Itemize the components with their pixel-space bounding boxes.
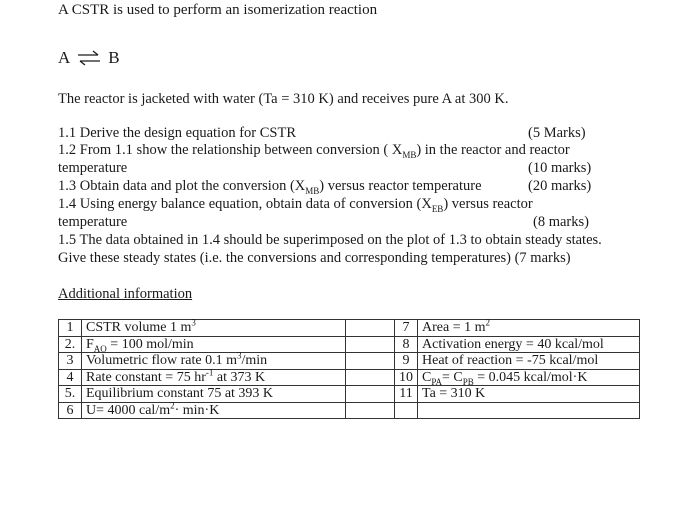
- table-row: [59, 320, 640, 337]
- item-description: $C_{PA}= C_{PB} = 0.045$ kcal/mol·K: [418, 369, 640, 386]
- item-number: 1: [59, 320, 82, 337]
- item-description: $F_{AO} = 100$ mol/min: [82, 336, 346, 353]
- item-description: U= 4000 cal/$m^2\cdot \min\cdot K$: [82, 402, 346, 419]
- item-number: [395, 402, 418, 419]
- item-number: 4: [59, 369, 82, 386]
- question-1-5: 1.5 The data obtained in 1.4 should be superimposed on the plot of 1.3 to obtain steady states.: [58, 232, 602, 248]
- table-gap: [346, 353, 395, 370]
- table-gap: [346, 336, 395, 353]
- intro-text: The reactor is jacketed with water (Ta = 310 K) and receives pure A at 300 K.: [58, 91, 509, 107]
- item-description: Equilibrium constant 75 at 393 K: [82, 386, 346, 403]
- question-1-4: 1.4 Using energy balance equation, obtain data of conversion $(X_{EB})$ versus reactor: [58, 196, 533, 214]
- table-row: [59, 402, 640, 419]
- item-description: Rate constant = 75 $hr^{-1}$ at 373 K: [82, 369, 346, 386]
- table-gap: [346, 320, 395, 337]
- table-row: [59, 353, 640, 370]
- question-1-3-marks: (20 marks): [528, 178, 592, 194]
- question-1-4-marks: (8 marks): [533, 214, 589, 230]
- table-gap: [346, 402, 395, 419]
- additional-info-title: Additional information: [58, 286, 193, 302]
- item-description: [418, 402, 640, 419]
- item-description: Ta = 310 K: [418, 386, 640, 403]
- table-gap: [346, 386, 395, 403]
- question-1-4-cont: temperature: [58, 214, 128, 230]
- table-row: [59, 369, 640, 386]
- reaction-equation: [58, 48, 120, 68]
- additional-info-table: [58, 319, 640, 419]
- item-number: 6: [59, 402, 82, 419]
- question-1-2-marks: (10 marks): [528, 160, 592, 176]
- item-description: Heat of reaction = -75 kcal/mol: [418, 353, 640, 370]
- item-description: Activation energy = 40 kcal/mol: [418, 336, 640, 353]
- item-description: CSTR volume 1 $m^3$: [82, 320, 346, 337]
- item-number: 11: [395, 386, 418, 403]
- question-1-2: 1.2 From 1.1 show the relationship between conversion ( $X_{MB}$) in the reactor and reactor: [58, 142, 570, 160]
- item-number: 2.: [59, 336, 82, 353]
- item-number: 10: [395, 369, 418, 386]
- reactant: A: [58, 48, 71, 67]
- heading: A CSTR is used to perform an isomerization reaction: [58, 2, 378, 18]
- table-row: [59, 336, 640, 353]
- item-number: 9: [395, 353, 418, 370]
- item-number: 3: [59, 353, 82, 370]
- question-1-3: 1.3 Obtain data and plot the conversion $(X_{MB})$ versus reactor temperature: [58, 178, 482, 196]
- item-number: 8: [395, 336, 418, 353]
- question-1-2-cont: temperature: [58, 160, 128, 176]
- item-number: 7: [395, 320, 418, 337]
- item-description: Volumetric flow rate 0.1 $m^3/\min$: [82, 353, 346, 370]
- question-1-1-marks: (5 Marks): [528, 125, 586, 141]
- table-row: [59, 386, 640, 403]
- item-description: Area = 1 $m^2$: [418, 320, 640, 337]
- item-number: 5.: [59, 386, 82, 403]
- table-gap: [346, 369, 395, 386]
- product: B: [108, 48, 120, 67]
- question-1-1: 1.1 Derive the design equation for CSTR: [58, 125, 296, 141]
- equilibrium-arrow-icon: [76, 50, 102, 66]
- question-1-5-cont: Give these steady states (i.e. the conversions and corresponding temperatures) (7 marks): [58, 250, 571, 266]
